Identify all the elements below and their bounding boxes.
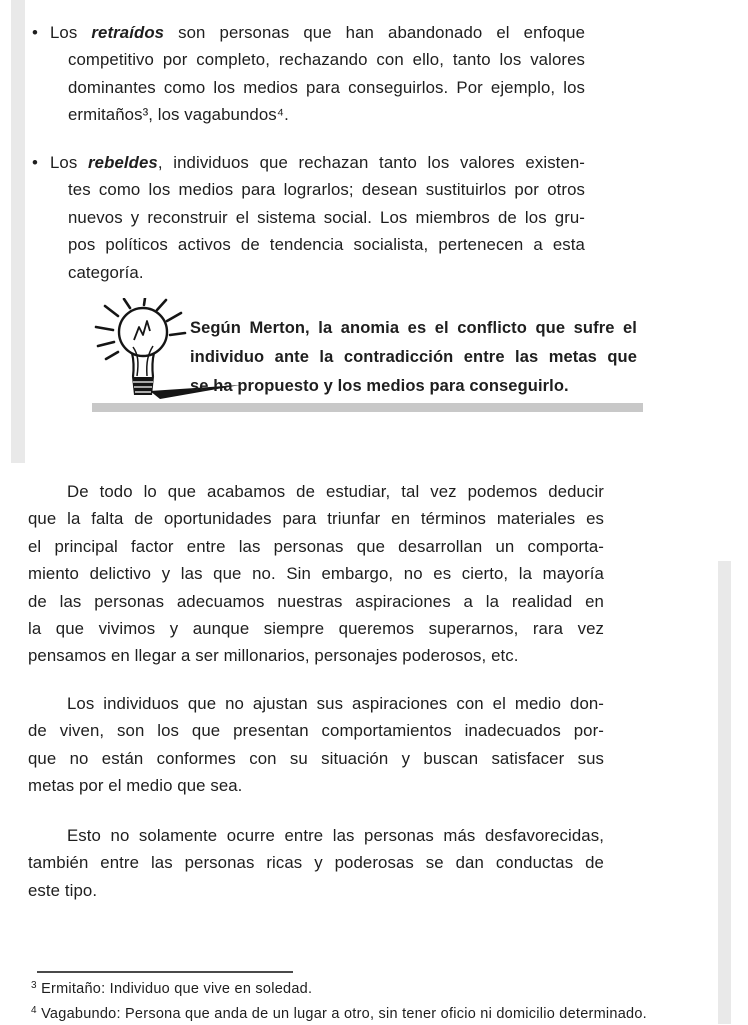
footnote-marker: 3 — [31, 980, 37, 991]
bullet-first-line — [50, 19, 585, 46]
text-line: el principal factor entre las personas que desarrollan un comporta- — [28, 536, 604, 556]
bullet-marker: • — [32, 23, 38, 42]
bullet-rest-text: , individuos que rechazan tanto los valores existen- — [157, 153, 585, 172]
text-line: tes como los medios para lograrlos; desean sustituirlos por otros — [68, 180, 585, 200]
footnote-text: Vagabundo: Persona que anda de un lugar a otro, sin tener oficio ni domicilio determinado. — [36, 1006, 647, 1022]
bullet-body-lines — [68, 46, 585, 128]
paragraph-first-line: Los individuos que no ajustan sus aspiraciones con el medio don- — [67, 694, 604, 713]
text-line: que la falta de oportunidades para triunfar en términos materiales es — [28, 509, 604, 529]
text-line: ermitaños³, los vagabundos⁴. — [68, 105, 289, 125]
text-line: este tipo. — [28, 880, 98, 900]
text-line: nuevos y reconstruir el sistema social. Los miembros de los gru- — [68, 207, 585, 227]
text-line: que no están conformes con su situación y buscan satisfacer sus — [28, 748, 604, 768]
bullet-body-lines — [68, 176, 585, 286]
text-line: también entre las personas ricas y poderosas se dan conductas de — [28, 853, 604, 873]
paragraph-first-line: De todo lo que acabamos de estudiar, tal vez podemos deducir — [67, 482, 604, 501]
paragraph-first-line: Esto no solamente ocurre entre las personas más desfavorecidas, — [67, 826, 604, 845]
text-line: competitivo por completo, rechazando con ello, tanto los valores — [68, 50, 585, 70]
emphasized-term-retraidos: retraídos — [91, 23, 165, 42]
bullet-lead-text: Los — [50, 153, 89, 172]
paragraph-individuos — [28, 690, 604, 800]
footnote-text: Ermitaño: Individuo que vive en soledad. — [36, 981, 313, 997]
text-line: metas por el medio que sea. — [28, 776, 243, 796]
emphasized-term-rebeldes: rebeldes — [88, 153, 158, 172]
footnote-divider — [37, 971, 293, 973]
text-line: de las personas adecuamos nuestras aspiraciones a la realidad en — [28, 591, 604, 611]
bullet-rest-text: son personas que han abandonado el enfoque — [164, 23, 586, 42]
bullet-lead-text: Los — [50, 23, 92, 42]
paragraph-lines — [28, 717, 604, 799]
text-line: individuo ante la contradicción entre las metas que — [190, 348, 637, 366]
text-line: se ha propuesto y los medios para conseguirlo. — [190, 377, 569, 395]
bullet-item-retraidos — [50, 19, 586, 129]
paragraph-deduccion — [28, 478, 604, 670]
left-margin-bar — [11, 0, 25, 463]
text-line: Según Merton, la anomia es el conflicto que sufre el — [190, 319, 637, 337]
right-margin-bar — [718, 561, 731, 1024]
footnote-ermitano — [31, 975, 737, 1000]
text-line: la que vivimos y aunque siempre queremos superarnos, rara vez — [28, 619, 604, 639]
bullet-marker: • — [32, 153, 38, 172]
bullet-first-line — [50, 149, 585, 176]
callout-underline-bar — [92, 403, 643, 412]
paragraph-lines — [28, 505, 604, 669]
text-line: categoría. — [68, 262, 144, 282]
callout-quote-text — [190, 314, 637, 401]
footnote-vagabundo — [31, 1000, 737, 1025]
bullet-item-rebeldes — [50, 149, 585, 286]
footnotes — [31, 975, 737, 1025]
paragraph-desfavorecidas — [28, 822, 604, 904]
paragraph-lines — [28, 849, 604, 904]
text-line: pos políticos activos de tendencia socialista, pertenecen a esta — [68, 235, 585, 255]
text-line: miento delictivo y las que no. Sin embargo, no es cierto, la mayoría — [28, 564, 604, 584]
footnote-marker: 4 — [31, 1005, 37, 1016]
text-line: de viven, son los que presentan comportamientos inadecuados por- — [28, 721, 604, 741]
text-line: pensamos en llegar a ser millonarios, personajes poderosos, etc. — [28, 646, 519, 666]
text-line: dominantes como los medios para conseguirlos. Por ejemplo, los — [68, 77, 585, 97]
